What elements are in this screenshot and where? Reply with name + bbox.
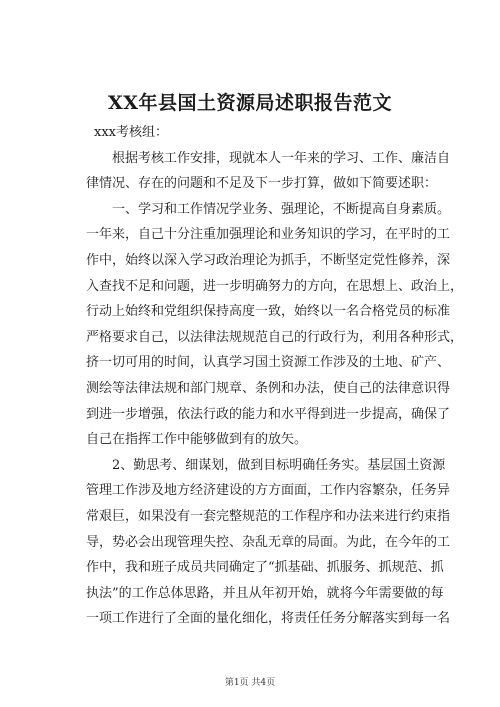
body-line: 执法”的工作总体思路，并且从年初开始，就将今年需要做的每 xyxy=(86,585,444,601)
body-line: 作中，始终以深入学习政治理论为抓手，不断坚定党性修养，深 xyxy=(86,252,451,268)
document-body xyxy=(86,120,464,632)
body-line: 严格要求自己，以法律法规规范自己的行政行为，利用各种形式， xyxy=(86,329,464,345)
section-heading: 2、勤思考、细谋划，做到目标明确任务实。基层国土资源 xyxy=(112,457,446,473)
document-title: XX年县国土资源局述职报告范文 xyxy=(108,92,392,114)
body-line: 根据考核工作安排，现就本人一年来的学习、工作、廉洁自 xyxy=(112,150,451,166)
body-line: 自己在指挥工作中能够做到有的放矢。 xyxy=(86,432,308,448)
body-line: 常艰巨，如果没有一套完整规范的工作程序和办法来进行约束指 xyxy=(86,508,451,524)
salutation: xxx考核组： xyxy=(94,125,168,140)
page-indicator: 第1页 共4页 xyxy=(224,678,276,688)
body-line: 行动上始终和党组织保持高度一致，始终以一名合格党员的标准 xyxy=(86,304,451,320)
body-line: 管理工作涉及地方经济建设的方方面面，工作内容繁杂，任务异 xyxy=(86,483,451,499)
body-line: 律情况、存在的问题和不足及下一步打算，做如下简要述职： xyxy=(86,176,438,192)
body-line: 入查找不足和问题，进一步明确努力的方向，在思想上、政治上， xyxy=(86,278,464,294)
body-line: 作中，我和班子成员共同确定了“抓基础、抓服务、抓规范、抓 xyxy=(86,560,444,576)
body-line: 到进一步增强，依法行政的能力和水平得到进一步提高，确保了 xyxy=(86,406,451,422)
body-line: 挤一切可用的时间，认真学习国土资源工作涉及的土地、矿产、 xyxy=(86,355,451,371)
section-heading: 一、学习和工作情况学业务、强理论，不断提高自身素质。 xyxy=(112,201,451,217)
body-line: 一年来，自己十分注重加强理论和业务知识的学习，在平时的工 xyxy=(86,227,451,243)
body-line: 测绘等法律法规和部门规章、条例和办法，使自己的法律意识得 xyxy=(86,380,451,396)
body-line: 导，势必会出现管理失控、杂乱无章的局面。为此，在今年的工 xyxy=(86,534,451,550)
body-line: 一项工作进行了全面的量化细化，将责任任务分解落实到每一名 xyxy=(86,611,451,627)
